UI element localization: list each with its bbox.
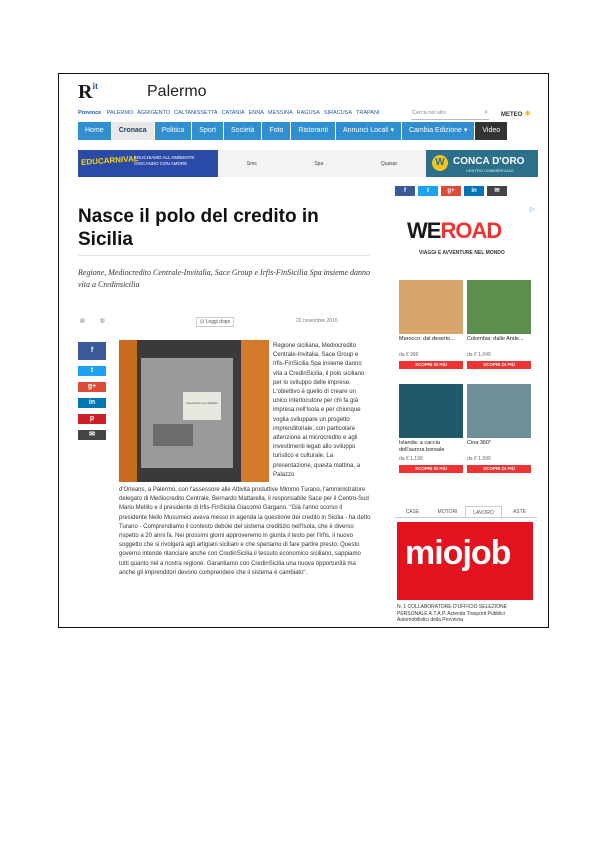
twitter-icon[interactable]: t (418, 186, 438, 196)
ad-card-button[interactable]: SCOPRI DI PIÙ (399, 361, 463, 369)
email-icon[interactable]: ✉ (487, 186, 507, 196)
ad-card-caption: Colombia: dalle Ande... (467, 336, 524, 342)
article-date: 22 novembre 2016 (296, 318, 338, 324)
province-link[interactable]: TRAPANI (356, 110, 380, 116)
site-logo[interactable] (78, 81, 98, 104)
ad-card-button[interactable]: SCOPRI DI PIÙ (467, 361, 531, 369)
ad-banner[interactable] (78, 150, 538, 177)
read-later-label: Leggi dopo (205, 319, 231, 325)
sun-icon: ☀ (524, 109, 532, 118)
province-link[interactable]: ENNA (248, 110, 264, 116)
article-title: Nasce il polo del credito in Sicilia (78, 206, 319, 250)
photo-atm-keypad (153, 424, 193, 446)
educarnival-sub: EDUCHIAMO ALL'AMBIENTE GIOCANDO CON AMORE (134, 155, 195, 166)
nav-item[interactable]: Cronaca (112, 122, 154, 140)
ad-card-image (467, 384, 531, 438)
article-meta (78, 318, 370, 327)
weroad-tagline: VIAGGI E AVVENTURE NEL MONDO (419, 250, 505, 256)
miojob-logo: miojob (405, 534, 511, 572)
main-nav (78, 122, 535, 140)
logo-sup: it (92, 81, 98, 91)
page-frame (58, 73, 549, 628)
weroad-logo (407, 218, 501, 244)
province-label: Province (78, 110, 102, 116)
ad-card-caption: Islanda: a caccia dell'aurora boreale (399, 440, 445, 453)
weroad-brand-a: WE (407, 218, 441, 243)
print-icon[interactable]: ▤ (80, 318, 85, 324)
province-link[interactable]: PALERMO (106, 110, 134, 116)
province-link[interactable]: SIRACUSA (323, 110, 353, 116)
font-size-icon[interactable]: ▥ (100, 318, 105, 324)
facebook-icon[interactable]: f (395, 186, 415, 196)
sponsor-logo: Quasar (380, 160, 398, 167)
ad-card-price: da € 1.249 (467, 352, 491, 358)
nav-item[interactable]: Ristoranti (291, 122, 335, 140)
email-icon[interactable]: ✉ (78, 430, 106, 440)
ad-card[interactable] (467, 280, 531, 369)
province-link[interactable]: CATANIA (221, 110, 245, 116)
banner-concadoro[interactable] (426, 150, 538, 177)
twitter-icon[interactable]: t (78, 366, 106, 376)
province-link[interactable]: RAGUSA (296, 110, 320, 116)
classifieds-tab[interactable]: LAVORO (465, 506, 502, 517)
linkedin-icon[interactable]: in (464, 186, 484, 196)
concadoro-logo-icon: W (432, 155, 448, 171)
nav-item[interactable]: Foto (262, 122, 290, 140)
ad-card[interactable] (399, 280, 463, 369)
googleplus-icon[interactable]: g+ (78, 382, 106, 392)
banner-educarnival[interactable] (78, 150, 218, 177)
nav-item[interactable]: Società (224, 122, 261, 140)
ad-card-button[interactable]: SCOPRI DI PIÙ (467, 465, 531, 473)
nav-item[interactable]: Sport (192, 122, 223, 140)
ad-card-image (399, 384, 463, 438)
article-subtitle: Regione, Mediocredito Centrale-Invitalia, Sace Group e Irfis-FinSicilia Spa insieme danno vita a Credinsicilia (78, 268, 371, 289)
meteo-label: METEO (501, 112, 523, 118)
facebook-icon[interactable]: f (78, 342, 106, 360)
meteo-link[interactable] (501, 109, 531, 118)
nav-item[interactable]: Video (475, 122, 507, 140)
sidebar-social (395, 186, 510, 196)
site-header (59, 74, 547, 107)
ad-card-caption: Cina 360° (467, 440, 492, 446)
nav-item[interactable]: Annunci Locali ▾ (336, 122, 401, 140)
ad-card[interactable] (467, 384, 531, 473)
classifieds-tab[interactable]: MOTORI (437, 509, 458, 515)
ad-card-price: da € 1.199 (399, 456, 423, 462)
article-photo (119, 340, 269, 482)
photo-wall-left (119, 340, 137, 482)
share-bar (78, 342, 106, 446)
weroad-brand-b: ROAD (440, 218, 502, 243)
nav-item[interactable]: Home (78, 122, 111, 140)
concadoro-tag: CENTRO COMMERCIALE (466, 168, 514, 173)
job-listing-text[interactable]: N. 1 COLLABORATORE D'UFFICIO SELEZIONE PERSONALE A.T.A.P. Azienda Trasporti Pubblici Automobilistici della Provincia (397, 604, 507, 623)
educarnival-title: EDUCARNIVAL (80, 154, 139, 167)
ad-card-image (399, 280, 463, 334)
ad-card-price: da € 1.999 (467, 456, 491, 462)
read-later-button[interactable]: ⊡ Leggi dopo (196, 317, 234, 327)
province-link[interactable]: MESSINA (267, 110, 293, 116)
linkedin-icon[interactable]: in (78, 398, 106, 408)
concadoro-title: CONCA D'ORO (453, 156, 525, 167)
province-link[interactable]: AGRIGENTO (137, 110, 171, 116)
miojob-ad[interactable] (397, 522, 533, 600)
photo-atm-screen: Operazioni non abilitate (183, 392, 221, 420)
nav-item[interactable]: Politica (155, 122, 192, 140)
search-placeholder: Cerca nel sito (412, 110, 446, 116)
article-body: d'Orleans, a Palermo, con l'assessore alle Attività produttive Mimmo Turano, l'amministratore delegato di Mediocredito Centrale, Bernardo Mattarella, il responsabile Sace per il Centro-Sud Mario Mellilo e il presidente di Irfis-FinSicilia Giacomo Gargano. "Già l'anno scorso il presidente Nello Musumeci aveva messo in agenda la questione del credito in Sicilia - ha detto Turano - Comprendiamo il contesto debole del sistema creditizio nell'Isola, che è diverso rispetto a 20 anni fa. Nei prossimi giorni approveremo in giunta il testo per l'Irfis, il nuovo soggetto che si rivolgerà agli artigiani siciliani e che speriamo di fare partire presto. Questo governo intende rilanciare anche con CredinSicilia il tessuto economico siciliano, sappiamo tutti quanto nel a nostra regione. Garantiamo con CredinSicilia una nuova opportunità ma anche gli imprenditori devono comprendere che il sistema è cambiato". (119, 487, 371, 576)
city-title: Palermo (147, 83, 207, 100)
googleplus-icon[interactable]: g+ (441, 186, 461, 196)
photo-wall-right (241, 340, 269, 482)
nav-item[interactable]: Cambia Edizione ▾ (402, 122, 474, 140)
title-divider (78, 255, 370, 256)
classifieds-tab[interactable]: CASE (405, 509, 420, 515)
logo-letter: R (78, 81, 93, 103)
sponsor-logo: Spa (314, 160, 324, 167)
ad-card[interactable] (399, 384, 463, 473)
article-body-top: Regione siciliana, Mediocredito Centrale-Invitalia, Sace Group e Irfis-FinSicilia Spa insieme danno vita a CredinSicilia, il polo siciliano per lo sviluppo delle imprese. L'obiettivo è quello di creare un unico interlocutore per chi fa già impresa nell'Isola e per chiunque voglia sviluppare un progetto imprenditoriale, con particolare attenzione al microcredito e agli investimenti legati allo sviluppo turistico e culturale. La presentazione, questa mattina, a Palazzo (273, 343, 365, 478)
classifieds-tabs (395, 506, 537, 518)
province-link[interactable]: CALTANISSETTA (174, 110, 218, 116)
ad-card-button[interactable]: SCOPRI DI PIÙ (399, 465, 463, 473)
adchoices-icon[interactable]: ▷ (530, 207, 535, 213)
classifieds-tab[interactable]: ASTE (512, 509, 527, 515)
sponsor-logo: Sms (246, 160, 257, 167)
ad-card-image (467, 280, 531, 334)
search-icon[interactable]: ⌕ (484, 109, 488, 116)
pinterest-icon[interactable]: p (78, 414, 106, 424)
banner-sponsors (218, 150, 426, 177)
search-input[interactable] (411, 110, 489, 120)
ad-card-price: da € 999 (399, 352, 419, 358)
ad-card-caption: Marocco: dal deserto... (399, 336, 455, 342)
weroad-ad[interactable] (395, 206, 537, 494)
